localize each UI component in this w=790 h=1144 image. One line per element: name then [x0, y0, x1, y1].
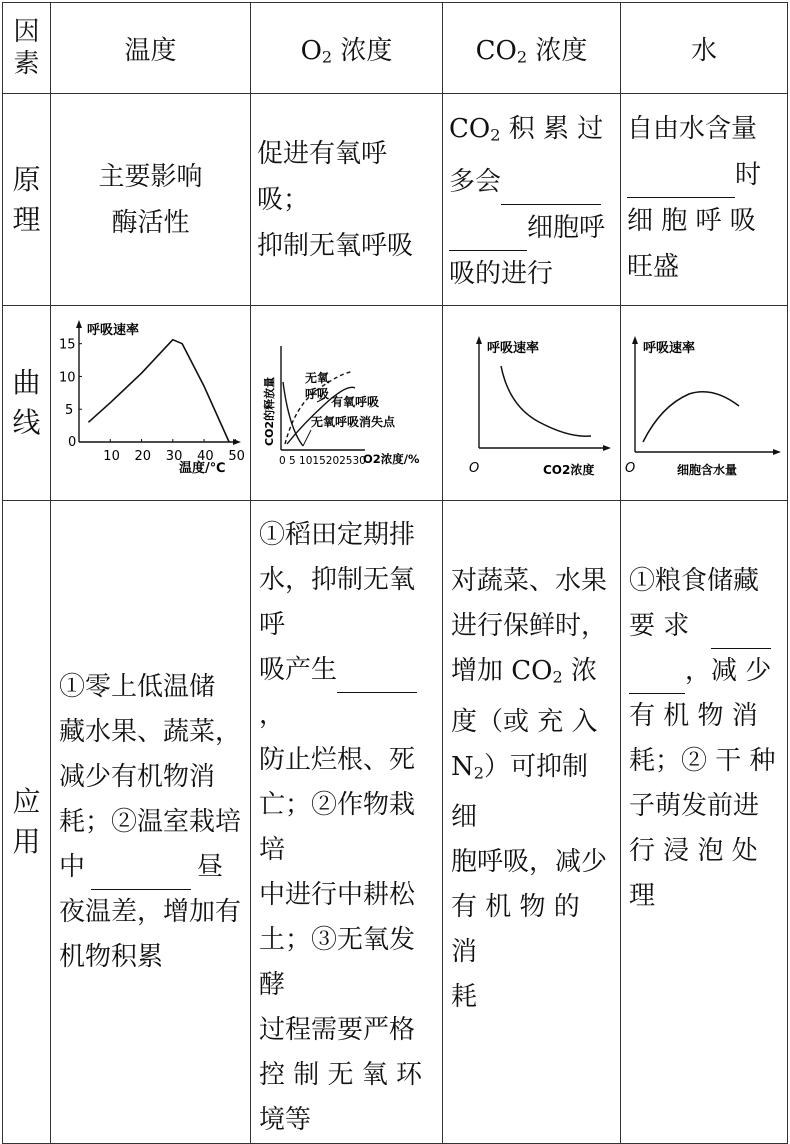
answer-blank[interactable]: [337, 663, 417, 693]
annotation-anaerobic-2: 呼吸: [305, 387, 330, 401]
x-tick-label: 40: [197, 449, 214, 464]
annotation-anaerobic-1: 无氧: [305, 371, 330, 385]
temperature-chart-cell: [51, 306, 251, 501]
y-axis-arrow-icon: [476, 336, 482, 344]
y-tick-label: 10: [59, 370, 76, 386]
header-o2: $O_2$ 浓度: [251, 3, 443, 94]
water-chart: [621, 306, 786, 496]
origin-label: 0: [68, 435, 77, 450]
x-tick-label: 30: [165, 449, 183, 464]
application-temperature: ①零上低温储 藏水果、蔬菜， 减少有机物消 耗；②温室栽培 中 昼 夜温差，增加有 机物积累: [51, 501, 251, 1144]
x-axis-label: O2浓度/%: [363, 452, 420, 466]
y-axis-label: CO2的释放量: [263, 376, 276, 446]
x-axis-label: 细胞含水量: [677, 463, 738, 477]
header-co2: $CO_2$ 浓度: [443, 3, 621, 94]
origin-label: O: [469, 461, 480, 476]
answer-blank[interactable]: [449, 221, 527, 251]
annotation-leader: [303, 430, 311, 446]
answer-blank[interactable]: [501, 175, 601, 205]
origin-label: O: [625, 461, 636, 476]
answer-blank[interactable]: [629, 664, 685, 694]
x-tick-labels: 0 5 1015202530: [279, 455, 366, 467]
principle-water: 自由水含量 时 细 胞 呼 吸 旺盛: [621, 94, 788, 306]
o2-chart: [251, 306, 439, 496]
respiration-curve: [643, 392, 739, 442]
temperature-curve: [88, 340, 229, 442]
application-row: [3, 501, 788, 1144]
temperature-chart: [51, 306, 247, 496]
co2-chart-cell: [443, 306, 621, 501]
answer-blank[interactable]: [91, 860, 191, 890]
y-axis-label: 呼吸速率: [487, 341, 540, 356]
header-factor: 因素: [3, 3, 51, 94]
principle-co2: $CO_2$ 积 累 过 多会 细胞呼 吸的进行: [443, 94, 621, 306]
application-water: ①粮食储藏 要 求 ，减 少 有 机 物 消 耗；② 干 种 子萌发前进 行 浸 泡 处 理: [621, 501, 788, 1144]
y-axis-label: 呼吸速率: [643, 341, 696, 356]
respiration-curve: [501, 366, 591, 436]
application-o2: ①稻田定期排 水，抑制无氧呼 吸产生， 防止烂根、死 亡；②作物栽培 中进行中耕松 土；③无氧发酵 过程需要严格 控 制 无 氧 环 境等: [251, 501, 443, 1144]
annotation-aerobic: 有氧呼吸: [331, 395, 380, 409]
principle-row: [3, 94, 788, 306]
principle-temperature: 主要影响 酶活性: [51, 94, 251, 306]
y-axis-arrow-icon: [632, 336, 638, 344]
application-co2: 对蔬菜、水果 进行保鲜时， 增加 $CO_2$ 浓 度（或 充 入 $N_2$）可抑制细 胞呼吸，减少 有 机 物 的 消 耗: [443, 501, 621, 1144]
respiration-factors-table: [2, 2, 788, 1144]
x-tick-label: 50: [228, 449, 245, 464]
answer-blank[interactable]: [711, 619, 771, 649]
x-axis-arrow-icon: [233, 439, 241, 445]
co2-chart: [443, 306, 619, 496]
water-chart-cell: [621, 306, 788, 501]
x-tick-label: 20: [134, 449, 152, 464]
answer-blank[interactable]: [627, 168, 735, 198]
header-water: 水: [621, 3, 788, 94]
x-axis-arrow-icon: [603, 445, 611, 451]
application-label: 应用: [3, 501, 51, 1144]
curve-label: 曲线: [3, 306, 51, 501]
principle-o2: 促进有氧呼吸； 抑制无氧呼吸: [251, 94, 443, 306]
y-axis-label: 呼吸速率: [87, 323, 140, 338]
o2-chart-cell: [251, 306, 443, 501]
annotation-vanish-point: 无氧呼吸消失点: [311, 415, 396, 429]
curve-row: [3, 306, 788, 501]
header-row: [3, 3, 788, 94]
x-axis-arrow-icon: [773, 449, 781, 455]
header-temperature: 温度: [51, 3, 251, 94]
y-tick-label: 5: [65, 403, 74, 419]
x-tick-label: 10: [103, 449, 120, 464]
y-axis-arrow-icon: [76, 320, 82, 328]
y-tick-label: 15: [59, 337, 76, 353]
x-axis-label: CO2浓度: [543, 463, 595, 477]
x-axis-label: 温度/℃: [179, 461, 226, 476]
principle-label: 原理: [3, 94, 51, 306]
